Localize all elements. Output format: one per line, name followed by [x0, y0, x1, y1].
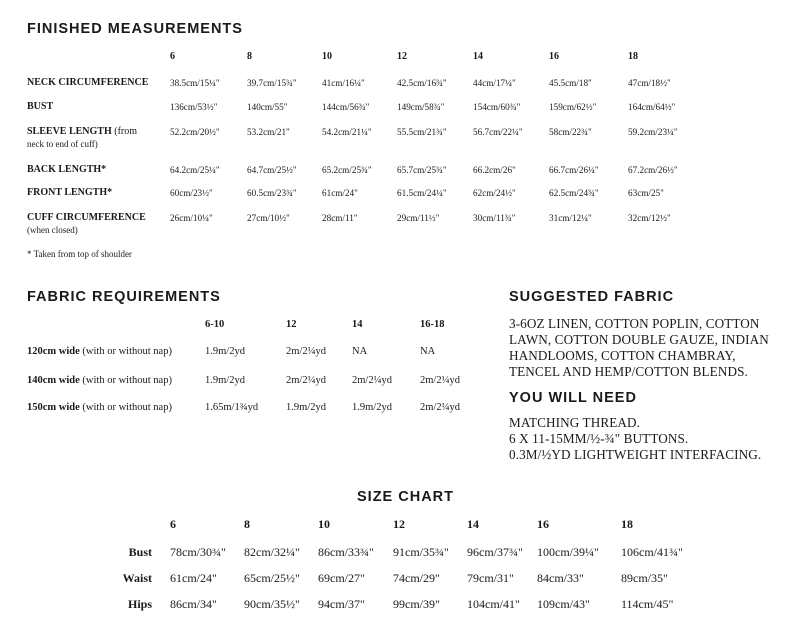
fr-row-label: 140cm wide (with or without nap) [27, 375, 172, 386]
sc-value: 79cm/31" [467, 571, 514, 585]
fm-value: 62cm/24½" [473, 188, 516, 198]
fm-value: 52.2cm/20½" [170, 127, 220, 137]
fm-value: 67.2cm/26½" [628, 165, 678, 175]
fr-value: 1.9m/2yd [352, 402, 392, 413]
sc-size-header: 10 [318, 517, 330, 531]
fm-row-label: FRONT LENGTH* [27, 187, 113, 198]
fm-value: 53.2cm/21" [247, 127, 290, 137]
fm-row-label: CUFF CIRCUMFERENCE [27, 212, 146, 223]
fm-value: 54.2cm/21¼" [322, 127, 372, 137]
sc-value: 94cm/37" [318, 597, 365, 611]
sc-value: 89cm/35" [621, 571, 668, 585]
fm-value: 42.5cm/16¾" [397, 78, 447, 88]
fr-value: 1.9m/2yd [286, 402, 326, 413]
fr-value: 2m/2¼yd [420, 402, 460, 413]
fm-row-label: BUST [27, 101, 54, 112]
suggested-fabric-line: LAWN, COTTON DOUBLE GAUZE, INDIAN [509, 332, 769, 347]
sc-value: 65cm/25½" [244, 571, 300, 585]
sc-value: 86cm/34" [170, 597, 217, 611]
sc-value: 82cm/32¼" [244, 545, 300, 559]
fr-value: 1.65m/1¾yd [205, 402, 259, 413]
fm-value: 59.2cm/23¼" [628, 127, 678, 137]
fr-size-header: 16-18 [420, 319, 445, 330]
fabric-requirements-title: FABRIC REQUIREMENTS [27, 289, 221, 305]
fm-value: 55.5cm/21¾" [397, 127, 447, 137]
fm-size-header: 12 [397, 51, 407, 62]
fm-value: 29cm/11½" [397, 213, 440, 223]
fm-value: 66.7cm/26¼" [549, 165, 599, 175]
fm-value: 65.7cm/25¾" [397, 165, 447, 175]
sc-value: 100cm/39¼" [537, 545, 599, 559]
fm-value: 41cm/16¼" [322, 78, 365, 88]
sc-value: 86cm/33¾" [318, 545, 374, 559]
fr-value: 2m/2¼yd [352, 375, 392, 386]
suggested-fabric-line: HANDLOOMS, COTTON CHAMBRAY, [509, 348, 736, 363]
sc-row-label: Hips [127, 597, 152, 611]
fm-value: 28cm/11" [322, 213, 358, 223]
fr-size-header: 12 [286, 319, 297, 330]
sc-value: 91cm/35¾" [393, 545, 449, 559]
sc-value: 104cm/41" [467, 597, 520, 611]
fm-value: 58cm/22¾" [549, 127, 592, 137]
fm-value: 60.5cm/23¾" [247, 188, 297, 198]
fm-row-sublabel: (when closed) [27, 225, 78, 235]
fm-size-header: 18 [628, 51, 638, 62]
fm-value: 45.5cm/18" [549, 78, 592, 88]
fm-value: 62.5cm/24¾" [549, 188, 599, 198]
you-will-need-title: YOU WILL NEED [509, 390, 637, 406]
fm-value: 30cm/11¾" [473, 213, 516, 223]
footnote: * Taken from top of shoulder [27, 249, 132, 259]
sc-size-header: 16 [537, 517, 549, 531]
fm-value: 32cm/12½" [628, 213, 671, 223]
fr-size-header: 14 [352, 319, 363, 330]
sc-size-header: 12 [393, 517, 405, 531]
sc-size-header: 8 [244, 517, 250, 531]
fr-row-label: 120cm wide (with or without nap) [27, 346, 172, 357]
fr-value: 2m/2¼yd [286, 375, 326, 386]
fm-value: 26cm/10¼" [170, 213, 213, 223]
fm-value: 27cm/10½" [247, 213, 290, 223]
fm-row-sublabel: neck to end of cuff) [27, 139, 98, 149]
fm-value: 39.7cm/15¾" [247, 78, 297, 88]
sc-value: 96cm/37¾" [467, 545, 523, 559]
sc-value: 61cm/24" [170, 571, 217, 585]
sc-value: 106cm/41¾" [621, 545, 683, 559]
fm-row-label: BACK LENGTH* [27, 164, 107, 175]
sc-value: 84cm/33" [537, 571, 584, 585]
fm-value: 44cm/17¼" [473, 78, 516, 88]
fr-value: NA [420, 346, 436, 357]
fm-size-header: 6 [170, 51, 175, 62]
fm-row-label: NECK CIRCUMFERENCE [27, 77, 149, 88]
fm-value: 164cm/64½" [628, 102, 676, 112]
sc-row-label: Waist [122, 571, 152, 585]
fm-size-header: 16 [549, 51, 559, 62]
fm-value: 159cm/62½" [549, 102, 597, 112]
fr-row-label: 150cm wide (with or without nap) [27, 402, 172, 413]
fm-value: 47cm/18½" [628, 78, 671, 88]
fm-value: 64.2cm/25¼" [170, 165, 220, 175]
fr-value: 2m/2¼yd [286, 346, 326, 357]
fr-value: 2m/2¼yd [420, 375, 460, 386]
fm-value: 136cm/53½" [170, 102, 218, 112]
you-will-need-line: 6 X 11-15MM/½-¾" BUTTONS. [509, 431, 689, 446]
fm-value: 60cm/23½" [170, 188, 213, 198]
fm-value: 64.7cm/25½" [247, 165, 297, 175]
sc-size-header: 14 [467, 517, 479, 531]
fm-value: 31cm/12¼" [549, 213, 592, 223]
sc-value: 114cm/45" [621, 597, 674, 611]
suggested-fabric-line: 3-6OZ LINEN, COTTON POPLIN, COTTON [509, 316, 760, 331]
fm-row-label: SLEEVE LENGTH (from [27, 126, 138, 137]
fm-value: 38.5cm/15¼" [170, 78, 220, 88]
fm-size-header: 10 [322, 51, 332, 62]
sc-size-header: 18 [621, 517, 633, 531]
you-will-need-line: MATCHING THREAD. [509, 415, 641, 430]
fm-value: 144cm/56¾" [322, 102, 370, 112]
finished-measurements-title: FINISHED MEASUREMENTS [27, 21, 243, 37]
fr-value: NA [352, 346, 368, 357]
fm-value: 65.2cm/25¾" [322, 165, 372, 175]
fm-value: 149cm/58¾" [397, 102, 445, 112]
fm-value: 61.5cm/24¼" [397, 188, 447, 198]
suggested-fabric-line: TENCEL AND HEMP/COTTON BLENDS. [509, 364, 748, 379]
fm-value: 140cm/55" [247, 102, 288, 112]
sc-value: 69cm/27" [318, 571, 365, 585]
fr-value: 1.9m/2yd [205, 375, 245, 386]
fm-value: 56.7cm/22¼" [473, 127, 523, 137]
sc-value: 109cm/43" [537, 597, 590, 611]
fm-value: 61cm/24" [322, 188, 358, 198]
sc-value: 99cm/39" [393, 597, 440, 611]
fm-size-header: 14 [473, 51, 483, 62]
size-chart-title: SIZE CHART [357, 489, 454, 505]
fm-size-header: 8 [247, 51, 252, 62]
sc-row-label: Bust [128, 545, 152, 559]
fr-size-header: 6-10 [205, 319, 225, 330]
sc-value: 74cm/29" [393, 571, 440, 585]
fm-value: 154cm/60¾" [473, 102, 521, 112]
fm-value: 63cm/25" [628, 188, 664, 198]
sc-size-header: 6 [170, 517, 176, 531]
fm-value: 66.2cm/26" [473, 165, 516, 175]
sc-value: 90cm/35½" [244, 597, 300, 611]
suggested-fabric-title: SUGGESTED FABRIC [509, 289, 675, 305]
sc-value: 78cm/30¾" [170, 545, 226, 559]
fr-value: 1.9m/2yd [205, 346, 245, 357]
you-will-need-line: 0.3M/½YD LIGHTWEIGHT INTERFACING. [509, 447, 762, 462]
